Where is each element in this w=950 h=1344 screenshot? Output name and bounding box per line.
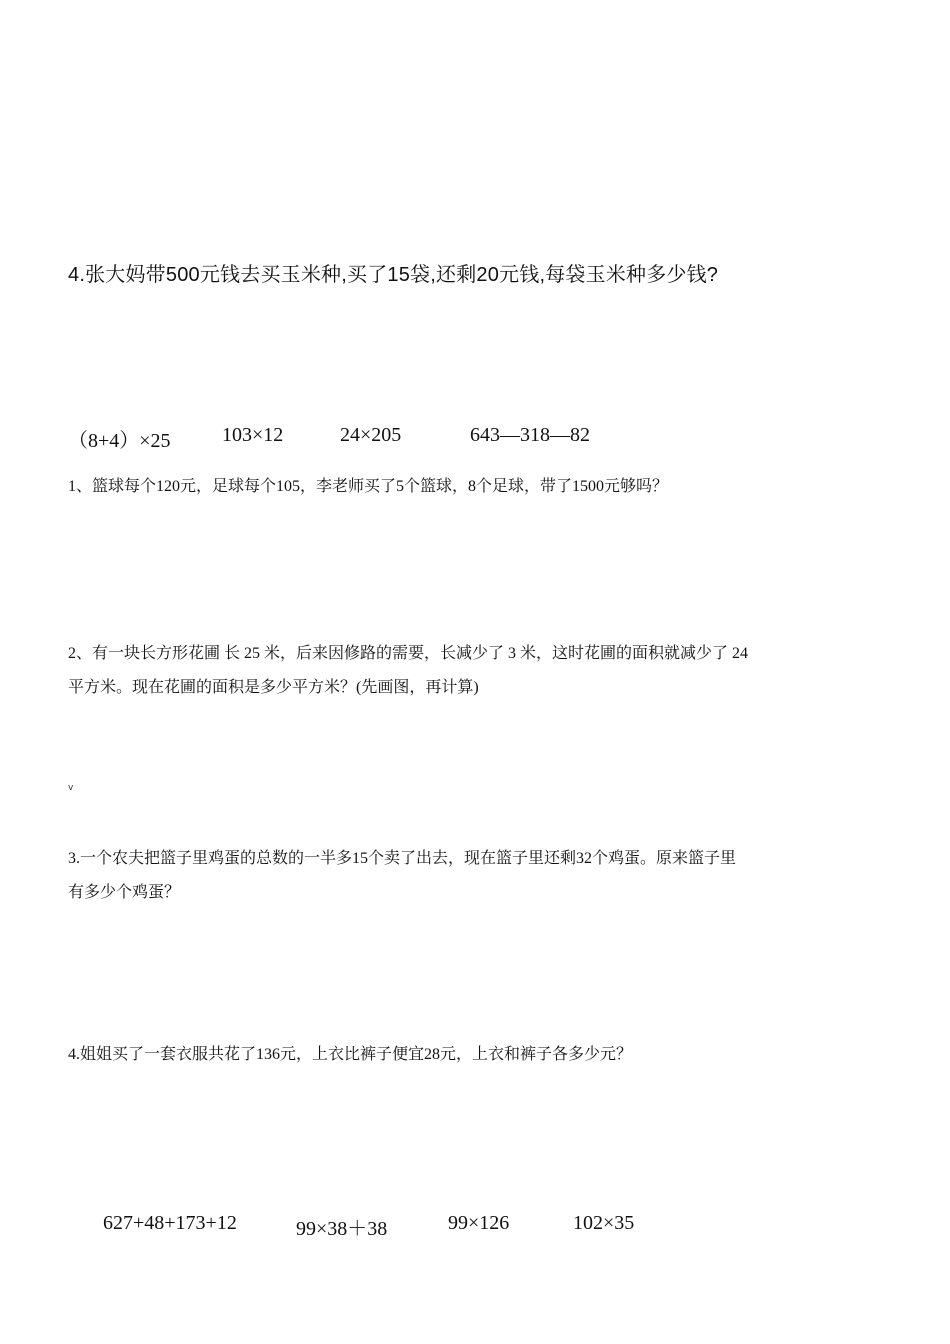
word-problem-eggs [68, 842, 736, 910]
calc-expression: 24×205 [340, 424, 402, 446]
calc-expression: 627+48+173+12 [103, 1212, 237, 1234]
calc-expression: 99×38＋38 [296, 1218, 388, 1240]
word-problem-basketball [68, 470, 668, 504]
problem-line: 平方米。现在花圃的面积是多少平方米？(先画图，再计算) [68, 679, 479, 696]
calc-expression: 643—318—82 [470, 424, 590, 446]
stray-mark: v [68, 783, 74, 793]
calc-expression: （8+4）×25 [68, 430, 171, 452]
problem-line: 1、篮球每个120元，足球每个105，李老师买了5个篮球，8个足球，带了1500元够吗？ [68, 478, 669, 495]
problem-line: 2、有一块长方形花圃 长 25 米，后来因修路的需要，长减少了 3 米，这时花圃的面积就减少了 24 [68, 645, 749, 662]
calc-expression: 103×12 [222, 424, 284, 446]
word-problem-flower-bed [68, 637, 748, 705]
problem-line: 4.姐姐买了一套衣服共花了136元，上衣比裤子便宜28元，上衣和裤子各多少元？ [68, 1046, 633, 1063]
word-problem-clothes [68, 1038, 632, 1072]
word-problem-corn-seeds: 4.张大妈带500元钱去买玉米种,买了15袋,还剩20元钱,每袋玉米种多少钱? [68, 264, 719, 286]
calc-expression: 102×35 [573, 1212, 635, 1234]
problem-line: 有多少个鸡蛋？ [68, 884, 181, 901]
problem-line: 3.一个农夫把篮子里鸡蛋的总数的一半多15个卖了出去，现在篮子里还剩32个鸡蛋。原来篮子里 [68, 850, 737, 867]
calc-expression: 99×126 [448, 1212, 510, 1234]
